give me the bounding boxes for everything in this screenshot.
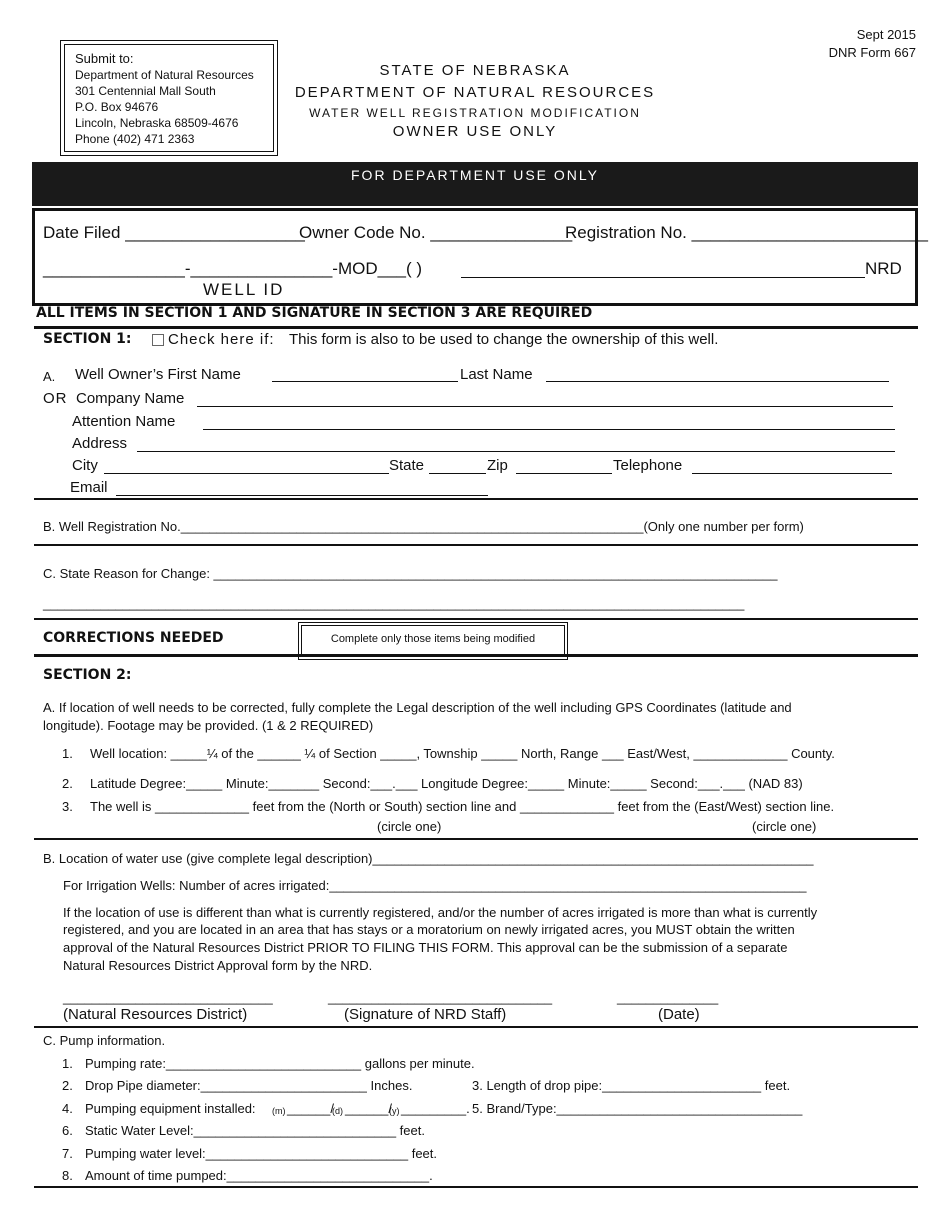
item-number: 1.	[62, 746, 73, 761]
checkbox-text: This form is also to be used to change the ownership of this well.	[289, 331, 719, 348]
time-pumped-field: Amount of time pumped:____________________________.	[85, 1168, 433, 1183]
zip-input[interactable]	[516, 473, 612, 474]
circle-one-note: (circle one)	[752, 819, 817, 834]
year-input[interactable]: _________.	[401, 1101, 470, 1116]
submit-to-line: Phone (402) 471 2363	[75, 132, 195, 146]
circle-one-note: (circle one)	[377, 819, 442, 834]
ownership-change-checkbox[interactable]	[152, 334, 164, 346]
item-number: 4.	[62, 1101, 73, 1116]
corrections-note: Complete only those items being modified	[330, 633, 536, 645]
water-use-location-field: B. Location of water use (give complete legal description)_____________________________________________________________	[43, 851, 814, 866]
nrd-signature-label: (Natural Resources District)	[63, 1006, 248, 1023]
zip-label: Zip	[487, 457, 508, 474]
telephone-label: Telephone	[613, 457, 683, 474]
section2-heading: SECTION 2:	[43, 667, 132, 683]
nrd-approval-text: If the location of use is different than what is currently registered, and/or the number of acres irrigated is more than what is currently	[63, 905, 818, 920]
address-input[interactable]	[137, 451, 895, 452]
divider	[34, 618, 918, 620]
item-number: 8.	[62, 1168, 73, 1183]
divider	[34, 544, 918, 546]
title-department: DEPARTMENT OF NATURAL RESOURCES	[294, 84, 656, 101]
month-input[interactable]: ______/	[287, 1101, 334, 1116]
submit-to-line: Lincoln, Nebraska 68509-4676	[75, 116, 239, 130]
required-notice: ALL ITEMS IN SECTION 1 AND SIGNATURE IN SECTION 3 ARE REQUIRED	[36, 305, 593, 321]
well-registration-no-field: B. Well Registration No.________________________________________________________________(Only one number per form)	[43, 519, 804, 534]
email-label: Email	[70, 479, 108, 496]
title-state: STATE OF NEBRASKA	[379, 62, 571, 79]
month-label: (m)	[272, 1106, 286, 1116]
well-location-field: Well location: _____¼ of the ______ ¼ of Section _____, Township _____ North, Range ___ East/West, _____________ County.	[90, 746, 835, 761]
dept-use-banner-text: FOR DEPARTMENT USE ONLY	[351, 167, 599, 183]
address-label: Address	[72, 435, 128, 452]
state-input[interactable]	[429, 473, 486, 474]
checkbox-label: Check here if:	[168, 331, 275, 348]
state-label: State	[389, 457, 425, 474]
brand-type-field: 5. Brand/Type:__________________________________	[472, 1101, 803, 1116]
divider	[34, 326, 918, 329]
nrd-line	[461, 277, 865, 278]
form-date: Sept 2015	[856, 27, 916, 42]
item-number: 7.	[62, 1146, 73, 1161]
well-id-field: _______________-_______________-MOD___( )	[43, 259, 423, 278]
day-input[interactable]: ______/	[345, 1101, 392, 1116]
drop-pipe-diameter-field: Drop Pipe diameter:_______________________ Inches.	[85, 1078, 413, 1093]
pump-info-heading: C. Pump information.	[43, 1033, 166, 1048]
city-input[interactable]	[104, 473, 389, 474]
owner-code-field: Owner Code No. _______________	[299, 223, 573, 242]
nrd-label: NRD	[865, 259, 902, 278]
item-number: 2.	[62, 776, 73, 791]
or-label: OR	[43, 390, 68, 407]
item-number: 6.	[62, 1123, 73, 1138]
equipment-installed-label: Pumping equipment installed:	[85, 1101, 256, 1116]
divider	[34, 1186, 918, 1188]
nrd-staff-signature-label: (Signature of NRD Staff)	[344, 1006, 507, 1023]
submit-to-line: 301 Centennial Mall South	[75, 84, 216, 98]
gps-coordinates-field: Latitude Degree:_____ Minute:_______ Second:___.___ Longitude Degree:_____ Minute:_____ Second:___.___ (NAD 83)	[90, 776, 803, 791]
year-label: (y)	[389, 1106, 400, 1116]
drop-pipe-length-field: 3. Length of drop pipe:______________________ feet.	[472, 1078, 791, 1093]
attention-name-label: Attention Name	[72, 413, 176, 430]
day-label: (d)	[332, 1106, 343, 1116]
section1-a-prefix: A.	[43, 369, 56, 384]
registration-field: Registration No. _________________________	[565, 223, 928, 242]
dept-use-box	[32, 208, 928, 306]
attention-name-input[interactable]	[203, 429, 895, 430]
email-input[interactable]	[116, 495, 488, 496]
pumping-rate-field: Pumping rate:___________________________ gallons per minute.	[85, 1056, 475, 1071]
section2-a-text: A. If location of well needs to be corrected, fully complete the Legal description of the well including GPS Coordinates (latitude and	[43, 700, 792, 715]
title-form-name: WATER WELL REGISTRATION MODIFICATION	[309, 106, 641, 120]
date-filed-field: Date Filed ___________________	[43, 223, 305, 242]
submit-to-box	[60, 40, 278, 156]
title-owner-use: OWNER USE ONLY	[392, 123, 558, 140]
item-number: 3.	[62, 799, 73, 814]
item-number: 2.	[62, 1078, 73, 1093]
footage-field: The well is _____________ feet from the (North or South) section line and _____________ feet from the (East/West) section line.	[90, 799, 835, 814]
well-id-label: WELL ID	[203, 280, 285, 299]
submit-to-label: Submit to:	[75, 51, 134, 66]
company-name-input[interactable]	[197, 406, 893, 407]
pumping-water-level-field: Pumping water level:____________________________ feet.	[85, 1146, 438, 1161]
first-name-label: Well Owner’s First Name	[75, 366, 241, 383]
form-number: DNR Form 667	[828, 45, 916, 60]
last-name-input[interactable]	[546, 381, 889, 382]
divider	[34, 838, 918, 840]
divider	[34, 654, 918, 657]
nrd-approval-text: registered, and you are located in an area that has stays or a moratorium on newly irrigated acres, you MUST obtain the written	[63, 922, 795, 937]
static-water-level-field: Static Water Level:____________________________ feet.	[85, 1123, 425, 1138]
section1-heading: SECTION 1:	[43, 331, 132, 347]
item-number: 1.	[62, 1056, 73, 1071]
city-label: City	[72, 457, 98, 474]
nrd-staff-signature-line[interactable]: _______________________________	[328, 990, 553, 1005]
first-name-input[interactable]	[272, 381, 458, 382]
corrections-heading: CORRECTIONS NEEDED	[43, 630, 224, 646]
company-name-label: Company Name	[76, 390, 185, 407]
divider	[34, 498, 918, 500]
irrigated-acres-field: For Irrigation Wells: Number of acres irrigated:__________________________________________________________________	[63, 878, 807, 893]
last-name-label: Last Name	[460, 366, 533, 383]
section2-a-text-cont: longitude). Footage may be provided. (1 & 2 REQUIRED)	[43, 718, 374, 733]
divider	[34, 1026, 918, 1028]
telephone-input[interactable]	[692, 473, 892, 474]
date-label: (Date)	[658, 1006, 700, 1023]
reason-for-change-field: C. State Reason for Change: ______________________________________________________________________________	[43, 566, 778, 581]
submit-to-line: Department of Natural Resources	[75, 68, 254, 82]
nrd-approval-text: approval of the Natural Resources District PRIOR TO FILING THIS FORM. This approval can be the submission of a separate	[63, 940, 788, 955]
date-signature-line[interactable]: ______________	[617, 990, 719, 1005]
nrd-signature-line[interactable]: _____________________________	[63, 990, 273, 1005]
submit-to-line: P.O. Box 94676	[75, 100, 159, 114]
reason-for-change-line2: _________________________________________________________________________________________________	[43, 596, 745, 611]
dept-use-banner	[32, 162, 918, 206]
nrd-approval-text: Natural Resources District Approval form by the NRD.	[63, 958, 373, 973]
